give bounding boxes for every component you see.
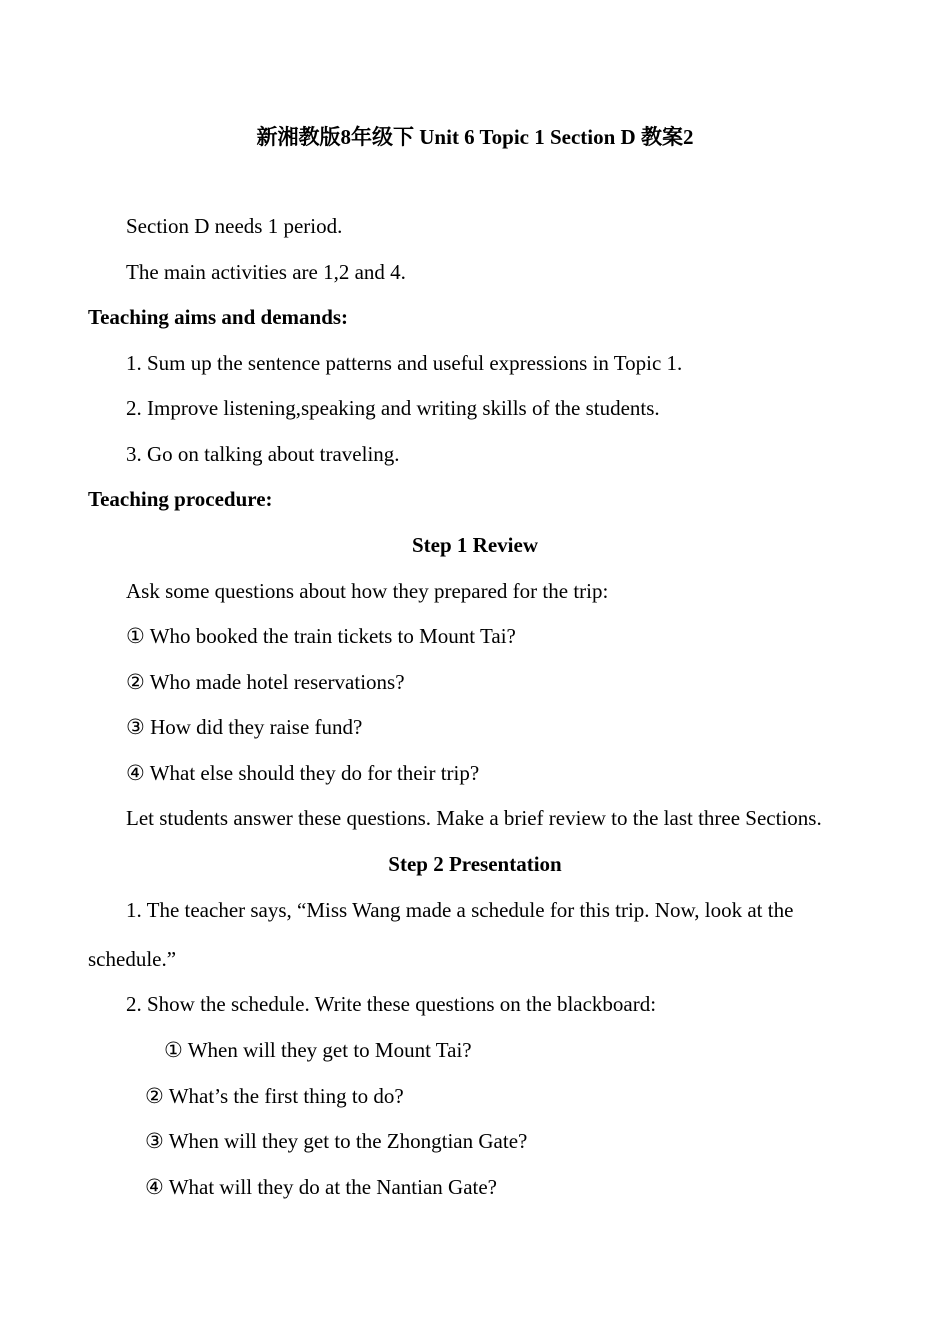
step2-question-3: ③ When will they get to the Zhongtian Gate? [145,1129,528,1153]
step2-item2: 2. Show the schedule. Write these questions on the blackboard: [126,992,657,1016]
step1-question-1: ① Who booked the train tickets to Mount Tai? [126,624,516,648]
aim-item-1: 1. Sum up the sentence patterns and useful expressions in Topic 1. [126,351,683,375]
step2-heading: Step 2 Presentation [388,852,562,876]
step1-question-3: ③ How did they raise fund? [126,715,363,739]
step1-question-4: ④ What else should they do for their trip? [126,761,480,785]
intro-line-2: The main activities are 1,2 and 4. [126,260,406,284]
aims-heading: Teaching aims and demands: [88,305,349,329]
document-title: 新湘教版8年级下 Unit 6 Topic 1 Section D 教案2 [256,125,694,149]
aim-item-3: 3. Go on talking about traveling. [126,442,400,466]
aim-item-2: 2. Improve listening,speaking and writing skills of the students. [126,396,660,420]
procedure-heading: Teaching procedure: [88,487,273,511]
step1-closing: Let students answer these questions. Make a brief review to the last three Sections. [126,806,822,830]
intro-line-1: Section D needs 1 period. [126,214,343,238]
step1-question-2: ② Who made hotel reservations? [126,670,405,694]
step2-item1-line1: 1. The teacher says, “Miss Wang made a schedule for this trip. Now, look at the [126,898,794,922]
step2-question-4: ④ What will they do at the Nantian Gate? [145,1175,497,1199]
step2-question-2: ② What’s the first thing to do? [145,1084,404,1108]
step2-item1-line2: schedule.” [88,947,177,971]
step1-intro: Ask some questions about how they prepared for the trip: [126,579,609,603]
step1-heading: Step 1 Review [412,533,538,557]
step2-question-1: ① When will they get to Mount Tai? [164,1038,472,1062]
